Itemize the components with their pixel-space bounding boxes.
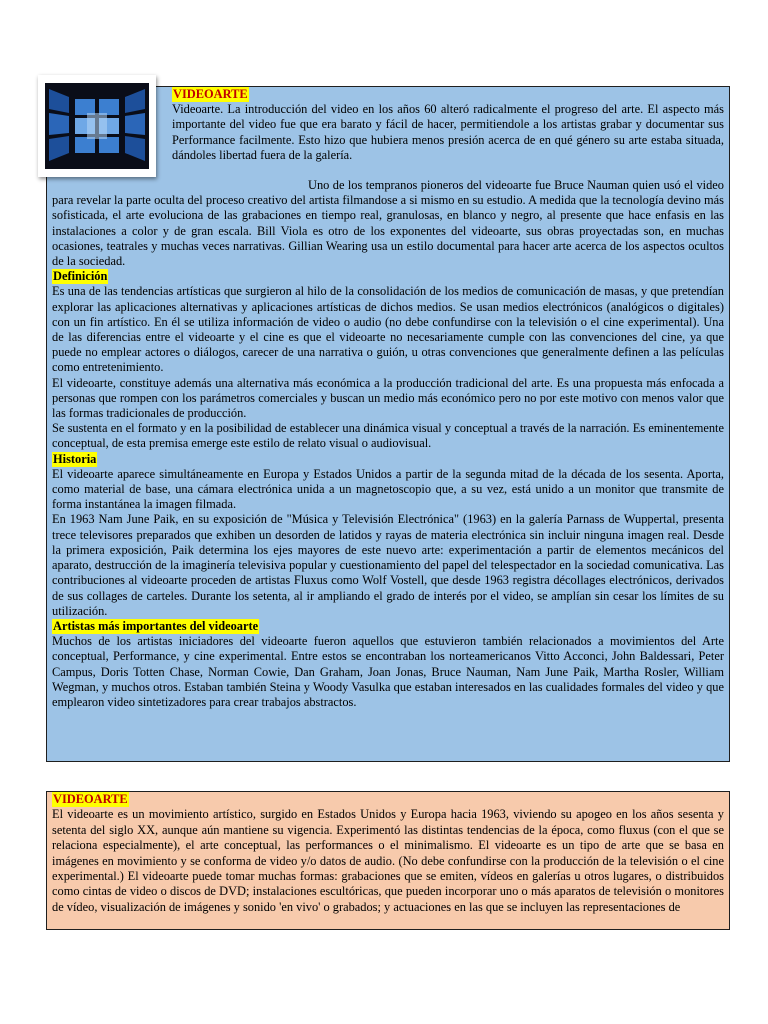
artists-paragraph: Muchos de los artistas iniciadores del videoarte fueron aquellos que estuvieron también relacionados a movimientos del Arte conceptual, Performance, y cine experimental. Entre estos se encontraban los norteamericanos Vitto Acconci, John Baldessari, Peter Campus, Doris Totten Chase, Norman Cowie, Dan Graham, Joan Jonas, Bruce Nauman, Nam June Paik, Martha Rosler, William Wegman, y muchos otros. Estaban también Steina y Woody Vasulka que estaban interesados en las cualidades formales del video y que emplearon video sintetizadores para crear trabajos abstractos. [52,634,724,709]
video-screens-image [45,83,149,169]
summary-title: VIDEOARTE [53,792,128,806]
summary-paragraph: El videoarte es un movimiento artístico, surgido en Estados Unidos y Europa hacia 1963, viviendo su apogeo en los años sesenta y setenta del siglo XX, aunque aún mantiene su vigencia. Experimentó las distintas tendencias de la época, como fluxus (con el que se relaciona especialmente), el arte conceptual, las performances o el minimalismo. El videoarte es un tipo de arte que se basa en imágenes en movimiento y se conforma de video y/o datos de audio. (No debe confundirse con la producción de la televisión o el cine experimental.) El videoarte puede tomar muchas formas: grabaciones que se emiten, vídeos en galerías u otros lugares, o distribuidos como cintas de video o discos de DVD; instalaciones escultóricas, que pueden incorporar uno o más aparatos de televisión o monitores de vídeo, visualización de imágenes y sonido 'en vivo' o grabados; y actuaciones en las que se incluyen las representaciones de [52,807,724,914]
history-heading: Historia [53,451,97,466]
video-installation-photo [38,75,156,177]
history-paragraph-2: En 1963 Nam June Paik, en su exposición de "Música y Televisión Electrónica" (1963) en la galería Parnass de Wuppertal, presenta trece televisores preparados que exhiben un desorden de latidos y rayas de materia electrónica sin incluir ninguna imagen real. Desde la primera exposición, Paik determina los ejes mayores de este nuevo arte: experimentación a partir de elementos mecánicos del aparato, destrucción de la imaginería televisiva popular y cuestionamiento del papel del telespectador en la sociedad comunicativa. Las contribuciones al videoarte proceden de artistas Fluxus como Wolf Vostell, que desde 1963 registra décollages electrónicos, derivados de sus collages de carteles. Durante los setenta, al ir ampliando el grado de interés por el video, se amplían sin cesar los límites de su utilización. [52,512,724,618]
artists-heading: Artistas más importantes del videoarte [53,618,259,633]
intro-paragraph: Videoarte. La introducción del video en los años 60 alteró radicalmente el progreso del arte. El aspecto más importante del video fue que era barato y fácil de hacer, permitiendole a los artistas grabar y documentar sus Performance facilmente. Esto hizo que hubiera menos presión acerca de en qué género su arte estaba situada, dándoles libertad fuera de la galería. [172,102,724,162]
videoarte-summary-section [46,791,730,930]
videoarte-main-section [46,86,730,762]
pioneers-paragraph: Uno de los tempranos pioneros del videoarte fue Bruce Nauman quien usó el video para revelar la parte oculta del proceso creativo del artista filmandose a si mismo en su estudio. A medida que la tecnología devino más sofisticada, el arte evoluciona de las grabaciones en tiempo real, granulosas, en blanco y negro, al presente que hace enfasis en las instalaciones a color y de gran escala. Bill Viola es otro de los exponentes del videoarte, sus obras proyectadas son, en muchas ocasiones, teatrales y muchas veces narrativas. Gillian Wearing usa un estilo documental para hacer arte acerca de los aspectos ocultos de la sociedad. [52,178,724,269]
history-paragraph-1: El videoarte aparece simultáneamente en Europa y Estados Unidos a partir de la segunda mitad de la década de los sesenta. Aporta, como material de base, una cámara electrónica unida a un magnetoscopio que, a su vez, está unido a un monitor que transmite de forma instantánea la imagen filmada. [52,466,724,512]
section-title: VIDEOARTE [173,87,248,101]
definition-heading: Definición [53,269,108,284]
definition-paragraph-3: Se sustenta en el formato y en la posibilidad de establecer una dinámica visual y conceptual a través de la narración. Es eminentemente conceptual, de esta premisa emerge este estilo de relato visual o audiovisual. [52,421,724,451]
definition-paragraph-1: Es una de las tendencias artísticas que surgieron al hilo de la consolidación de los medios de comunicación de masas, y que pretendían explorar las aplicaciones alternativas y aplicaciones artísticas de dichos medios. Se usan medios electrónicos (analógicos o digitales) con un fin artístico. En él se utiliza información de video o audio (no debe confundirse con la televisión o el cine experimental). Una de las diferencias entre el videoarte y el cine es que el videoarte no necesariamente cumple con las convenciones del cine, ya que puede no emplear actores o diálogos, carecer de una narrativa o guión, u otras convenciones que generalmente definen a las películas como entretenimiento. [52,284,724,375]
definition-paragraph-2: El videoarte, constituye además una alternativa más económica a la producción tradicional del arte. Es una propuesta más enfocada a personas que rompen con los parámetros comerciales y buscan un medio más económico pero no por este motivo con menos valor que las formas tradicionales de producción. [52,375,724,421]
